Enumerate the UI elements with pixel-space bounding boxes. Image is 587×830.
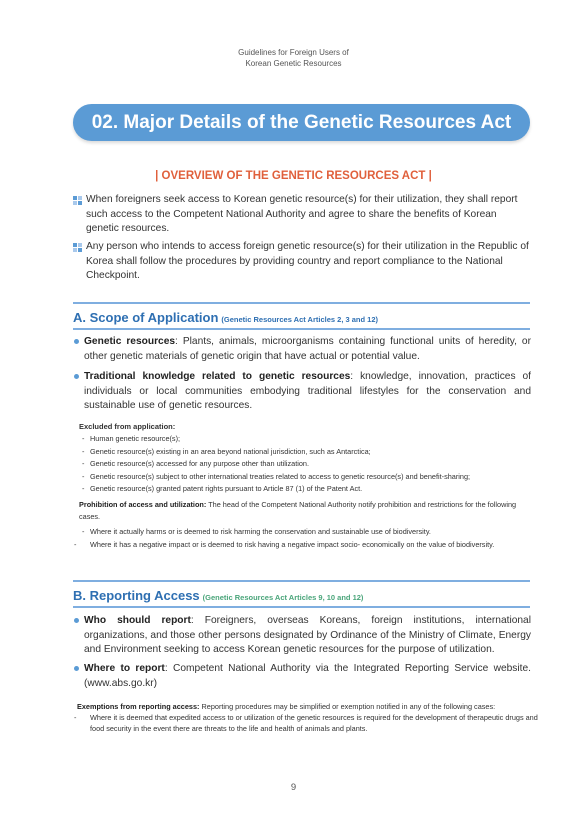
bullet-term: Traditional knowledge related to genetic resources — [84, 371, 351, 382]
exemption-heading: Exemptions from reporting access: — [77, 702, 200, 711]
page-number: 9 — [290, 782, 297, 793]
bullet-dot-icon — [74, 339, 79, 344]
section-b-title — [73, 588, 363, 603]
excluded-heading: Excluded from application: — [79, 422, 176, 431]
section-divider — [73, 328, 530, 330]
exemption-paragraph — [77, 701, 529, 713]
prohibition-item: - Where it actually harms or is deemed to risk harming the conservation and sustainable use of biodiversity. — [82, 527, 431, 536]
bullet-term: Who should report — [84, 615, 191, 626]
bullet-definition: : Plants, animals, microorganisms containing functional units of heredity, or other genetic materials of genetic origin that have actual or potential value. — [84, 336, 531, 362]
bullet-where-to-report — [84, 662, 531, 691]
bullet-who-should-report — [84, 614, 531, 658]
section-a-title-text: A. Scope of Application — [73, 310, 219, 325]
bullet-genetic-resources — [84, 335, 531, 364]
document-header-line1: Guidelines for Foreign Users of — [238, 48, 349, 57]
excluded-item: - Genetic resource(s) granted patent rights pursuant to Article 87 (1) of the Patent Act. — [82, 484, 363, 493]
prohibition-text: The head of the Competent National Authority notify prohibition and restrictions for the following cases. — [79, 500, 517, 521]
bullet-dot-icon — [74, 618, 79, 623]
bullet-dot-icon — [74, 374, 79, 379]
section-a-title — [73, 310, 378, 325]
section-a-reference: (Genetic Resources Act Articles 2, 3 and 12) — [221, 315, 379, 324]
excluded-item: - Genetic resource(s) existing in an area beyond national jurisdiction, such as Antarctica; — [82, 446, 371, 456]
bullet-dot-icon — [74, 666, 79, 671]
exemption-text: Reporting procedures may be simplified or exemption notified in any of the following cases: — [199, 702, 496, 711]
bullet-definition: : knowledge, innovation, practices of individuals or local communities embodying traditional lifestyles for the conservation and sustainable use of genetic resources. — [84, 371, 531, 411]
chapter-title: 02. Major Details of the Genetic Resources Act — [73, 104, 530, 141]
section-divider — [73, 606, 530, 608]
section-divider — [73, 302, 530, 304]
overview-heading: | OVERVIEW OF THE GENETIC RESOURCES ACT | — [155, 170, 432, 182]
exemption-item: - Where it is deemed that expedited access to or utilization of the genetic resources is required for the development of therapeutic drugs and food security in the event there are threats to the life and health of animals and plants. — [74, 713, 538, 733]
excluded-item: - Human genetic resource(s); — [82, 434, 181, 443]
square-bullet-icon — [73, 243, 82, 252]
overview-paragraph-1: When foreigners seek access to Korean genetic resource(s) for their utilization, they shall report such access to the Competent National Authority and agree to share the benefits of Korean genetic resources. — [86, 194, 518, 234]
section-b-reference: (Genetic Resources Act Articles 9, 10 and 12) — [202, 593, 364, 602]
section-b-title-text: B. Reporting Access — [73, 588, 200, 603]
bullet-definition: : Competent National Authority via the Integrated Reporting Service website. (www.abs.go.kr) — [84, 663, 531, 689]
section-divider — [73, 580, 530, 582]
square-bullet-icon — [73, 196, 82, 205]
bullet-definition: : Foreigners, overseas Koreans, foreign institutions, international organizations, and those other persons designated by Ordinance of the Ministry of Climate, Energy and Environment seeking to access Korean genetic resources for the purpose of utilization. — [84, 615, 531, 655]
bullet-traditional-knowledge — [84, 370, 531, 414]
excluded-item: - Genetic resource(s) accessed for any purpose other than utilization. — [82, 459, 310, 468]
bullet-term: Where to report — [84, 663, 165, 674]
prohibition-paragraph — [79, 499, 531, 522]
bullet-term: Genetic resources — [84, 336, 176, 347]
document-header-line2: Korean Genetic Resources — [245, 59, 342, 68]
prohibition-item: - Where it has a negative impact or is deemed to risk having a negative impact socio- economically on the value of biodiversity. — [74, 539, 495, 549]
prohibition-heading: Prohibition of access and utilization: — [79, 500, 207, 509]
excluded-item: - Genetic resource(s) subject to other international treaties related to access to genetic resource(s) and benefit-sharing; — [82, 471, 471, 481]
overview-paragraph-2: Any person who intends to access foreign genetic resource(s) for their utilization in the Republic of Korea shall follow the procedures by providing country and report compliance to the National Checkpoint. — [86, 241, 529, 281]
